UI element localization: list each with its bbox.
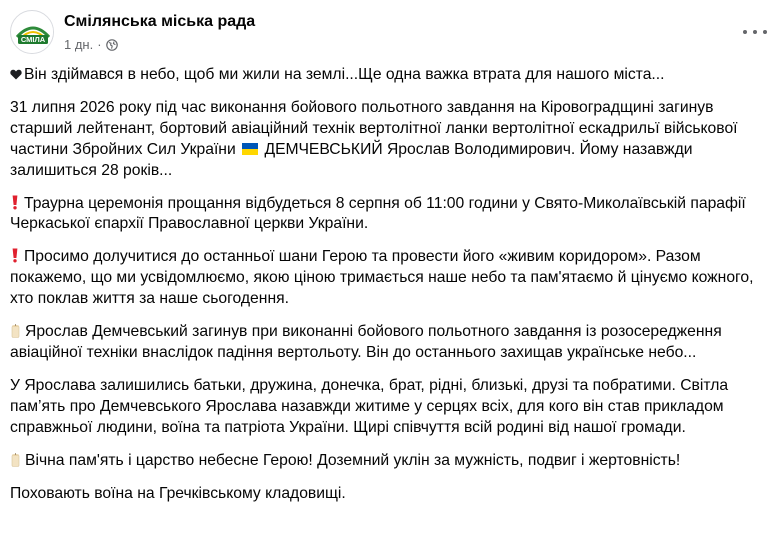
- paragraph-3: [10, 194, 771, 236]
- paragraph-2a-text: 31 липня 2026 року під час виконання бойового польотного завдання на Кіровоградщині загинув старший лейтенант, бортовий авіаційний технік вертолітної ланки вертолітної ескадрильї військової частини Збройних Сил України: [10, 98, 738, 158]
- paragraph-4: [10, 247, 771, 310]
- paragraph-5: [10, 322, 771, 364]
- globe-icon[interactable]: [106, 39, 118, 51]
- paragraph-2: [10, 98, 771, 182]
- paragraph-2b-text: ДЕМЧЕВСЬКИЙ Ярослав Володимирович. Йому назавжди залишиться 28 років...: [10, 140, 693, 179]
- more-options-icon[interactable]: [743, 22, 767, 42]
- post-timestamp[interactable]: 1 дн.: [64, 37, 94, 52]
- paragraph-8: [10, 484, 771, 505]
- paragraph-6: [10, 376, 771, 439]
- meta-separator: ·: [97, 37, 102, 52]
- post-header: [10, 10, 773, 58]
- paragraph-3-text: Траурна церемонія прощання відбудеться 8 серпня об 11:00 години у Свято-Миколаївській парафії Черкаської єпархії Православної церкви України.: [10, 194, 746, 233]
- city-logo-icon: [11, 11, 54, 54]
- page-name-link[interactable]: Смілянська міська рада: [64, 13, 256, 30]
- red-exclamation-icon: [10, 195, 20, 210]
- candle-icon: [10, 323, 21, 338]
- paragraph-5-text: Ярослав Демчевський загинув при виконанні бойового польотного завдання із розосередження авіаційної техніки внаслідок падіння вертольоту. Він до останнього захищав українське небо...: [10, 323, 722, 361]
- paragraph-1-text: Він здіймався в небо, щоб ми жили на землі...Ще одна важка втрата для нашого міста...: [24, 66, 665, 83]
- post-text: [10, 65, 771, 516]
- avatar[interactable]: [10, 10, 54, 54]
- post-meta: [64, 37, 118, 52]
- candle-icon: [10, 452, 21, 467]
- red-exclamation-icon: [10, 248, 20, 263]
- paragraph-4-text: Просимо долучитися до останньої шани Герою та провести його «живим коридором». Разом покажемо, що ми усвідомлюємо, якою ціною тримається наше небо та пам'ятаємо й цінуємо кожного, хто поклав життя за наше сьогодення.: [10, 248, 754, 308]
- paragraph-7-text: Вічна пам'ять і царство небесне Герою! Доземний уклін за мужність, подвиг і жертовність!: [25, 451, 681, 469]
- paragraph-7: [10, 451, 771, 472]
- paragraph-6-text: У Ярослава залишились батьки, дружина, донечка, брат, рідні, близькі, друзі та побратими. Світла пам’ять про Демчевського Ярослава назавжди житиме у серцях всіх, для кого він став прикладом справжньої людини, воїна та патріота України. Щирі співчуття всій родині від нашої громади.: [10, 376, 729, 436]
- black-heart-icon: [10, 69, 22, 80]
- ukraine-flag-icon: [242, 143, 258, 155]
- avatar-text: СМІЛА: [20, 35, 46, 45]
- paragraph-1: [10, 65, 771, 86]
- paragraph-8-text: Поховають воїна на Гречківському кладовищі.: [10, 484, 346, 502]
